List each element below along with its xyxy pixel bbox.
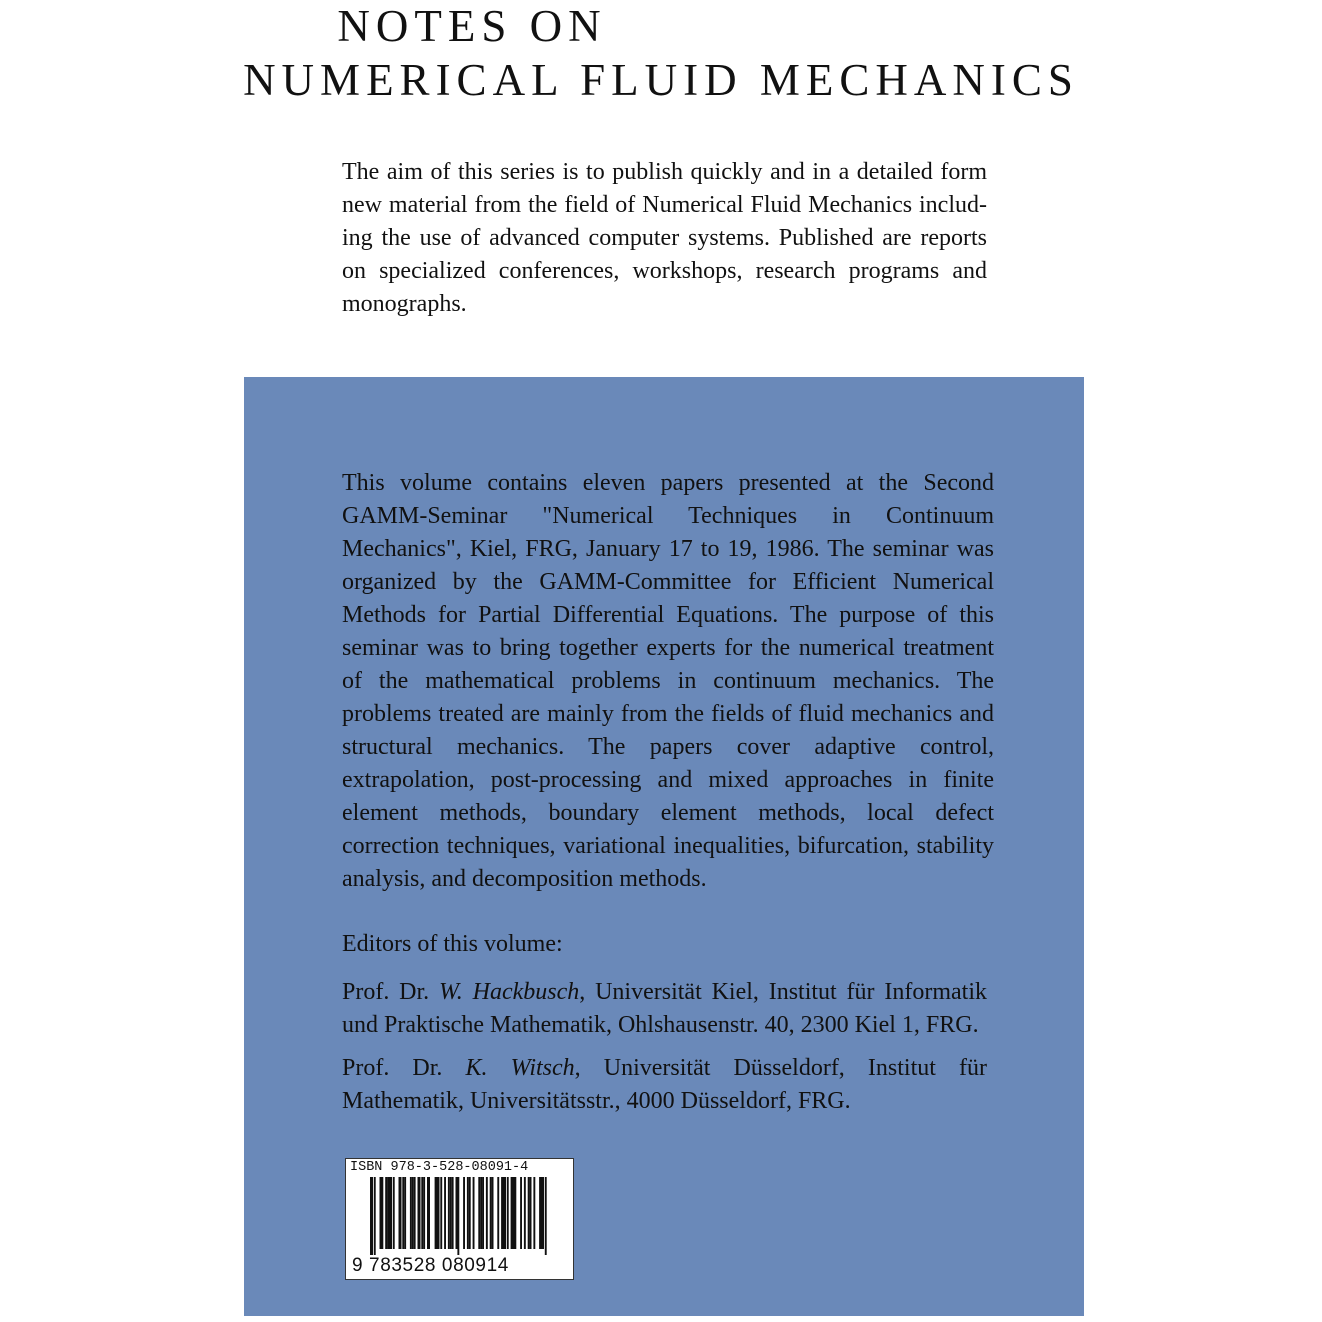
barcode-bar bbox=[539, 1177, 541, 1249]
barcode-bar bbox=[492, 1177, 494, 1249]
barcode-bar bbox=[427, 1177, 430, 1249]
series-title-line-1: NOTES ON bbox=[337, 1, 607, 51]
barcode-bar bbox=[490, 1177, 492, 1249]
barcode-bar bbox=[374, 1177, 376, 1255]
barcode-bar bbox=[480, 1177, 482, 1249]
editor-entry bbox=[342, 1052, 987, 1118]
barcode-bar bbox=[437, 1177, 440, 1249]
barcode-bar bbox=[486, 1177, 488, 1249]
barcode-bar bbox=[412, 1177, 414, 1249]
barcode-bar bbox=[545, 1177, 547, 1255]
isbn-barcode-box bbox=[345, 1158, 574, 1280]
barcode-bar bbox=[501, 1177, 503, 1249]
barcode-bar bbox=[448, 1177, 450, 1249]
barcode-digits: 9 783528 080914 bbox=[352, 1255, 509, 1276]
editor-name: K. Witsch bbox=[465, 1055, 575, 1081]
barcode-bar bbox=[452, 1177, 454, 1249]
barcode-bar bbox=[423, 1177, 425, 1249]
barcode-bar bbox=[421, 1177, 423, 1249]
barcode-bar bbox=[404, 1177, 406, 1249]
barcode-bar bbox=[541, 1177, 544, 1249]
barcode-bar bbox=[381, 1177, 383, 1249]
barcode-bar bbox=[528, 1177, 530, 1249]
editor-affiliation: , Universität Kiel, Institut für Informatik und Praktische Mathematik, Ohlshausenstr. 40, 2300 Kiel 1, FRG. bbox=[342, 979, 987, 1038]
barcode-bar bbox=[533, 1177, 535, 1249]
barcode-bar bbox=[520, 1177, 522, 1249]
barcode-bar bbox=[503, 1177, 506, 1249]
volume-description-text: This volume contains eleven papers presented at the Second GAMM-Seminar "Numerical Techniques in Continuum Mechanics", Kiel, FRG, January 17 to 19, 1986. The seminar was organized by the GAMM-Committee for Efficient Numerical Methods for Partial Differential Equations. The purpose of this seminar was to bring together experts for the numerical treatment of the mathematical problems in continuum mechanics. The problems treated are mainly from the fields of fluid mechanics and structural mechanics. The papers cover adaptive control, extrapolation, post-processing and mixed approaches in finite element methods, boundary element methods, local defect correction techniques, variational inequalities, bifurcation, stability analysis, and decomposition methods. bbox=[342, 470, 994, 892]
barcode-bar bbox=[507, 1177, 509, 1249]
barcode-bar bbox=[463, 1177, 465, 1249]
barcode-bar bbox=[511, 1177, 513, 1249]
barcode bbox=[370, 1177, 550, 1255]
barcode-bar bbox=[524, 1177, 526, 1249]
barcode-bar bbox=[482, 1177, 484, 1249]
barcode-bar bbox=[469, 1177, 471, 1249]
series-title-line-2: NUMERICAL FLUID MECHANICS bbox=[243, 55, 1079, 105]
barcode-bar bbox=[467, 1177, 469, 1249]
barcode-bar bbox=[385, 1177, 387, 1249]
barcode-bar bbox=[389, 1177, 392, 1249]
editor-entry bbox=[342, 976, 987, 1042]
barcode-bar bbox=[418, 1177, 421, 1249]
barcode-bar bbox=[387, 1177, 389, 1249]
barcode-bar bbox=[497, 1177, 499, 1249]
editor-affiliation: , Universität Düsseldorf, Institut für Mathematik, Universitätsstr., 4000 Düsseldorf, FRG. bbox=[342, 1055, 987, 1114]
barcode-bar bbox=[514, 1177, 516, 1249]
barcode-bar bbox=[435, 1177, 437, 1249]
barcode-bar bbox=[530, 1177, 532, 1249]
barcode-bar bbox=[457, 1177, 459, 1255]
editors-heading: Editors of this volume: bbox=[342, 931, 563, 957]
barcode-bar bbox=[410, 1177, 412, 1249]
editor-prefix: Prof. Dr. bbox=[342, 1055, 443, 1081]
barcode-bar bbox=[393, 1177, 395, 1249]
barcode-bar bbox=[473, 1177, 475, 1249]
editor-prefix: Prof. Dr. bbox=[342, 979, 430, 1005]
editor-name: W. Hackbusch bbox=[439, 979, 580, 1005]
barcode-bar bbox=[478, 1177, 480, 1249]
isbn-label: ISBN 978-3-528-08091-4 bbox=[350, 1160, 529, 1175]
barcode-bar bbox=[440, 1177, 442, 1249]
barcode-bar bbox=[450, 1177, 452, 1249]
barcode-bar bbox=[402, 1177, 404, 1249]
barcode-bar bbox=[444, 1177, 446, 1249]
series-aim-text: The aim of this series is to publish quickly and in a detailed form new material from the field of Numerical Fluid Mechanics includ-ing the use of advanced computer systems. Published are reports on specialized conferences, workshops, research programs and monographs. bbox=[342, 159, 987, 317]
barcode-bar bbox=[414, 1177, 416, 1249]
barcode-bar bbox=[399, 1177, 402, 1249]
barcode-bar bbox=[370, 1177, 373, 1255]
